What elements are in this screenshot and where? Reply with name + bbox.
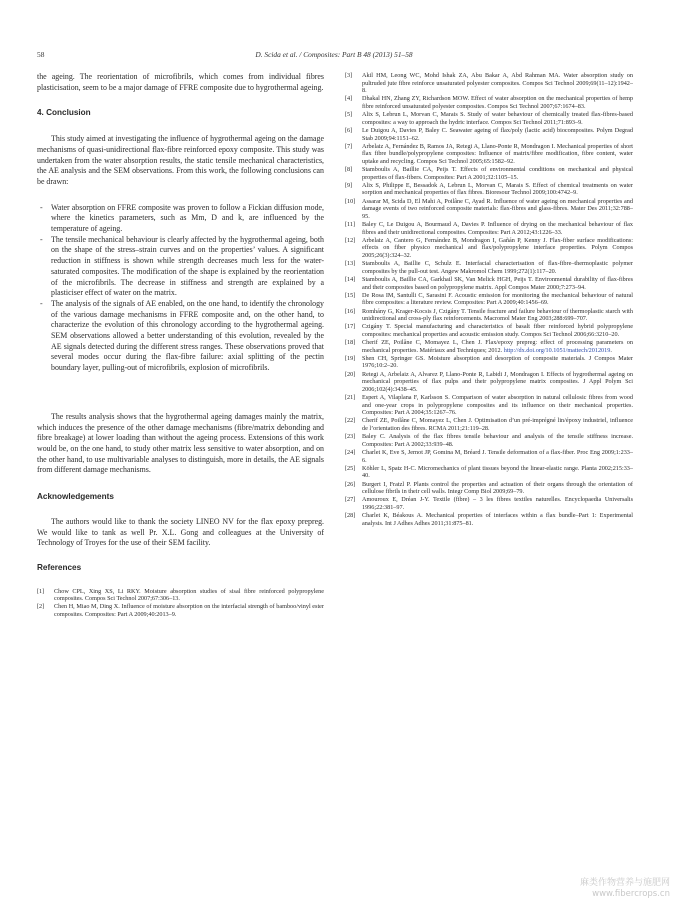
page-number: 58 <box>37 50 45 59</box>
reference-item <box>345 221 633 236</box>
reference-text: Arbelaiz A, Fernández B, Ramos JA, Retegi A, Llano-Ponte R, Mondragon I. Mechanical properties of short flax fibre bundle/polypropylene composites: Influence of matrix/fibre modification, fibre content, water uptake and recycling. Compos Sci Technol 2005;65:1582–92. <box>362 142 633 165</box>
reference-text: Amouroux E, Dréan J-Y. Textile (fibre) – 3 les fibres textiles naturelles. Encyclopaedia Universalis 1996;22:381–97. <box>362 496 633 511</box>
reference-number: [12] <box>345 236 356 244</box>
reference-text: Dhakal HN, Zhang ZY, Richardson MOW. Effect of water absorption on the mechanical properties of hemp fibre reinforced unsaturated polyester composites. Compos Sci Technol 2007;67:1674–83. <box>362 95 633 110</box>
reference-text: Charlet K, Béakous A. Mechanical properties of interfaces within a flax bundle–Part 1: Experimental analysis. Int J Adhes Adhes 2011;31:875–81. <box>362 512 633 527</box>
reference-item <box>345 111 633 126</box>
reference-item <box>345 394 633 417</box>
reference-number: [21] <box>345 394 356 402</box>
reference-text: De Rosa IM, Santulli C, Sarasini F. Acoustic emission for monitoring the mechanical behaviour of natural fibre composites: a literature review. Composites: Part A 2009;40:1456–69. <box>362 291 633 307</box>
reference-number: [27] <box>345 496 356 504</box>
references-heading: References <box>37 562 82 572</box>
reference-number: [5] <box>345 111 353 119</box>
reference-text: Cherif ZE, Poilâne C, Momayez L, Chen J. Flax/epoxy prepreg: effect of processing parameters on mechanical properties. Matériaux and Techniques; 2012. <box>362 339 633 354</box>
conclusion-list <box>37 203 324 374</box>
reference-number: [25] <box>345 464 356 472</box>
reference-item: [18] Cherif ZE, Poilâne C, Momayez L, Chen J. Flax/epoxy prepreg: effect of processing parameters on mechanical properties. Matériaux and Techniques; 2012. http://dx.doi.org/10.1051/mattech/2012019. <box>345 339 633 354</box>
reference-number: [10] <box>345 197 356 205</box>
reference-number: [2] <box>37 603 45 611</box>
doi-link[interactable]: http://dx.doi.org/10.1051/mattech/2012019 <box>503 346 611 354</box>
reference-text: Burgert I, Fratzl P. Plants control the properties and actuation of their organs through the orientation of cellulose fibrils in their cell walls. Integr Comp Biol 2009;69–79. <box>362 480 633 496</box>
bullet-text: The analysis of the signals of AE enabled, on the one hand, to identify the chronology of the various damage mechanisms in FFRE composite and, on the other hand, to characterize the evolution of this chronology according to the hygrothermal ageing. SEM observations allowed a better understanding of this evolution, revealed by the AE signals detected during the different stress ranges. These observations proved that several modes occur during the flax-fibre failure: axial splitting of the pectin boundary layer, pulling-out of microfibrils, explosion of microfibrils. <box>51 298 324 373</box>
reference-text: Alix S, Philippe E, Bessadok A, Lebrun L, Morvan C, Marais S. Effect of chemical treatments on water sorption and mechanical properties of flax fibres. Bioresour Technol 2009;100:4742–9. <box>362 181 633 197</box>
bullet-dash: - <box>40 234 43 244</box>
conclusion-bullet <box>37 203 324 235</box>
reference-text: Stamboulis A, Baillie CA, Garkhail SK, Van Melick HGH, Peijs T. Environmental durability of flax-fibres and their composites based on polypropylene matrix. Appl Compos Mater 2000;7:273–94. <box>362 275 633 291</box>
acknowledgements-heading: Acknowledgements <box>37 492 114 502</box>
watermark-chinese: 麻类作物营养与施肥网 <box>579 878 670 888</box>
reference-item <box>345 143 633 166</box>
reference-item <box>37 603 324 618</box>
reference-number: [13] <box>345 260 356 268</box>
conclusion-heading: 4. Conclusion <box>37 108 91 118</box>
reference-number: [7] <box>345 142 353 150</box>
reference-number: [14] <box>345 275 356 283</box>
conclusion-intro: This study aimed at investigating the influence of hygrothermal ageing on the damage mechanisms of quasi-unidirectional flax-fibre reinforced epoxy composite. This study was undertaken from the water absorption results, the static tensile mechanical characteristics, the AE analysis and the SEM observations. From this work, the following conclusions can be drawn: <box>37 134 324 186</box>
reference-item <box>345 95 633 110</box>
reference-item <box>345 292 633 307</box>
watermark <box>580 878 670 900</box>
reference-item <box>345 166 633 181</box>
reference-item <box>345 276 633 291</box>
reference-item <box>345 323 633 338</box>
reference-item <box>345 355 633 370</box>
bullet-text: The tensile mechanical behaviour is clearly affected by the hygrothermal ageing, both on the shape of the stress–strain curves and on the properties’ values. A significant reduction in stiffness is shown while strength decreases much less for the water-saturated composites. The modification of the shape is explained by the reorientation of the microfibrils. The decrease in stiffness and strength are explained by a plasticiser effect of water on the matrix. <box>51 234 324 298</box>
reference-text: Baley C. Analysis of the flax fibres tensile behaviour and analysis of the tensile stiffness increase. Composites: Part A 2002;33:939–48. <box>362 433 633 448</box>
reference-text: Chen H, Miao M, Ding X. Influence of moisture absorption on the interfacial strength of bamboo/vinyl ester composites. Composites: Part A 2009;40:2013–9. <box>54 603 324 618</box>
reference-text: Cherif ZE, Poilâne C, Momayez L, Chen J. Optimisation d’un pré-imprégné lin/époxy industriel, influence de l’orientation des fibres. RCMA 2011;21:119–28. <box>362 417 633 432</box>
reference-item <box>345 237 633 260</box>
journal-reference: D. Scida et al. / Composites: Part B 48 (2013) 51–58 <box>255 50 413 59</box>
reference-number: [4] <box>345 95 353 103</box>
results-paragraph: The results analysis shows that the hygrothermal ageing damages mainly the matrix, which induces the presence of the other damage mechanisms (fibre/matrix debonding and fibre breakage) at lower loading than without the ageing process. Extensions of this work would be, on the one hand, to study other matrix less sensitive to water absorption, and on the other hand, to use multivariable analyses to distinguish, more in details, the AE signals from different damage mechanisms. <box>37 411 324 475</box>
conclusion-bullet <box>37 299 324 374</box>
reference-text: Arbelaiz A, Cantero G, Fernández B, Mondragon I, Gañán P, Kenny J. Flax-fiber surface modifications: effects on fiber physico mechanical and flax/polypropylene interface properties. Polym Compos 2005;26(3):324–32. <box>362 236 633 259</box>
reference-number: [6] <box>345 126 353 134</box>
reference-text: Shen CH, Springer GS. Moisture absorption and desorption of composite materials. J Compos Mater 1976;10:2–20. <box>362 354 633 370</box>
reference-number: [24] <box>345 448 356 456</box>
reference-item <box>345 465 633 480</box>
reference-text: Stamboulis A, Baillie CA, Peijs T. Effects of environmental conditions on mechanical and physical properties of flax-fibers. Composites: Part A 2001;32:1105–15. <box>362 166 633 181</box>
reference-text: Charlet K, Eve S, Jernot JP, Gomina M, Bréard J. Tensile deformation of a flax-fiber. Proc Eng 2009;1:233–6. <box>362 448 633 464</box>
reference-item <box>345 449 633 464</box>
reference-number: [22] <box>345 417 356 425</box>
reference-number: [9] <box>345 181 353 189</box>
reference-item <box>345 433 633 448</box>
reference-text: Assarar M, Scida D, El Mahi A, Poilâne C, Ayad R. Influence of water ageing on mechanical properties and damage events of two reinforced composite materials: flax-fibres and glass-fibres. Mater Des 2011;32:788–95. <box>362 197 633 220</box>
reference-number: [28] <box>345 512 356 520</box>
reference-number: [16] <box>345 307 356 315</box>
acknowledgements-paragraph: The authors would like to thank the society LINEO NV for the flax epoxy prepreg. We would like to tank as well Pr. X.L. Gong and colleagues at the University of Technology of Troyes for the use of their SEM facility. <box>37 516 324 548</box>
reference-text: Romhány G, Krager-Kocsis J, Czigány T. Tensile fracture and failure behaviour of thermoplastic starch with unidirectional and cross-ply flax reinforcements. Macromol Mater Eng 2003;288:699–707. <box>362 307 633 323</box>
reference-text: Köhler L, Spatz H-C. Micromechanics of plant tissues beyond the linear-elastic range. Planta 2002;215:33–40. <box>362 464 633 480</box>
reference-number: [1] <box>37 587 45 595</box>
right-column <box>345 72 633 528</box>
reference-item <box>345 260 633 275</box>
reference-item <box>345 512 633 527</box>
reference-number: [18] <box>345 339 356 347</box>
reference-number: [8] <box>345 166 353 174</box>
reference-number: [20] <box>345 370 356 378</box>
bullet-dash: - <box>40 202 43 212</box>
reference-text: Baley C, Le Duigou A, Bourmaud A, Davies P. Influence of drying on the mechanical behaviour of flax fibres and their unidirectional composites. Composites: Part A 2012;43:1226–33. <box>362 221 633 236</box>
reference-list-left <box>37 588 324 619</box>
reference-item <box>345 127 633 142</box>
reference-list-right <box>345 72 633 527</box>
reference-text: Espert A, Vilaplana F, Karlsson S. Comparison of water absorption in natural cellulosic fibres from wood and one-year crops in polypropylene composites and its influence on their mechanical properties. Composites: Part A 2004;35:1267–76. <box>362 394 633 417</box>
reference-number: [19] <box>345 354 356 362</box>
intro-paragraph: the ageing. The reorientation of microfibrils, which comes from individual fibres plasticisation, seem to be a major damage of FFRE composite due to hygrothermal ageing. <box>37 72 324 92</box>
reference-item <box>345 198 633 221</box>
reference-number: [3] <box>345 72 353 79</box>
reference-number: [11] <box>345 221 356 229</box>
watermark-url: www.fibercrops.cn <box>592 889 670 899</box>
reference-text: Stamboulis A, Baillie C, Schulz E. Interfacial characterisation of flax-fibre–thermoplastic polymer composites by the pull-out test. Angew Makromol Chem 1999;272(1):117–20. <box>362 260 633 275</box>
reference-text: Alix S, Lebrun L, Morvan C, Marais S. Study of water behaviour of chemically treated flax-fibres-based composites: a way to approach the hydric interface. Compos Sci Technol 2011;71:893–9. <box>362 111 633 126</box>
reference-text: Le Duigou A, Davies P, Baley C. Seawater ageing of flax/poly (lactic acid) biocomposites. Polym Degrad Stab 2009;94:1151–62. <box>362 126 633 142</box>
reference-item <box>345 182 633 197</box>
reference-item <box>345 481 633 496</box>
reference-number: [23] <box>345 433 356 441</box>
reference-text: Chow CPL, Xing XS, Li RKY. Moisture absorption studies of sisal fibre reinforced polypropylene composites. Compos Sci Technol 2007;67:306–13. <box>54 587 324 603</box>
reference-text: Akil HM, Leong WC, Mohd Ishak ZA, Abu Bakar A, Abd Rahman MA. Water absorption study on pultruded jute fibre reinforce unsaturated polyester composites. Compos Sci Technol 2009;69(11–12):1942–8. <box>362 72 633 95</box>
reference-item <box>345 371 633 394</box>
running-head <box>37 50 631 62</box>
bullet-text: Water absorption on FFRE composite was proven to follow a Fickian diffusion mode, where the kinetics parameters, such as Mm, D and k, are influenced by the temperature of ageing. <box>51 202 324 234</box>
conclusion-bullet <box>37 235 324 299</box>
reference-item <box>37 588 324 603</box>
bullet-dash: - <box>40 298 43 308</box>
reference-text: Retegi A, Arbelaiz A, Alvarez P, Llano-Ponte R, Labidi J, Mondragon I. Effects of hygrothermal ageing on mechanical properties of flax pulps and their polypropylene matrix composites. J Appl Polym Sci 2006;102(4):3438–45. <box>362 370 633 393</box>
reference-item <box>345 417 633 432</box>
left-column <box>37 72 324 619</box>
reference-item <box>345 72 633 95</box>
reference-number: [15] <box>345 291 356 299</box>
reference-item <box>345 496 633 511</box>
reference-item <box>345 308 633 323</box>
reference-text: Czigány T. Special manufacturing and characteristics of basalt fiber reinforced hybrid polypropylene composites: mechanical properties and acoustic emission study. Compos Sci Technol 2006;66:3210–20. <box>362 323 633 338</box>
reference-number: [26] <box>345 480 356 488</box>
reference-number: [17] <box>345 323 356 331</box>
